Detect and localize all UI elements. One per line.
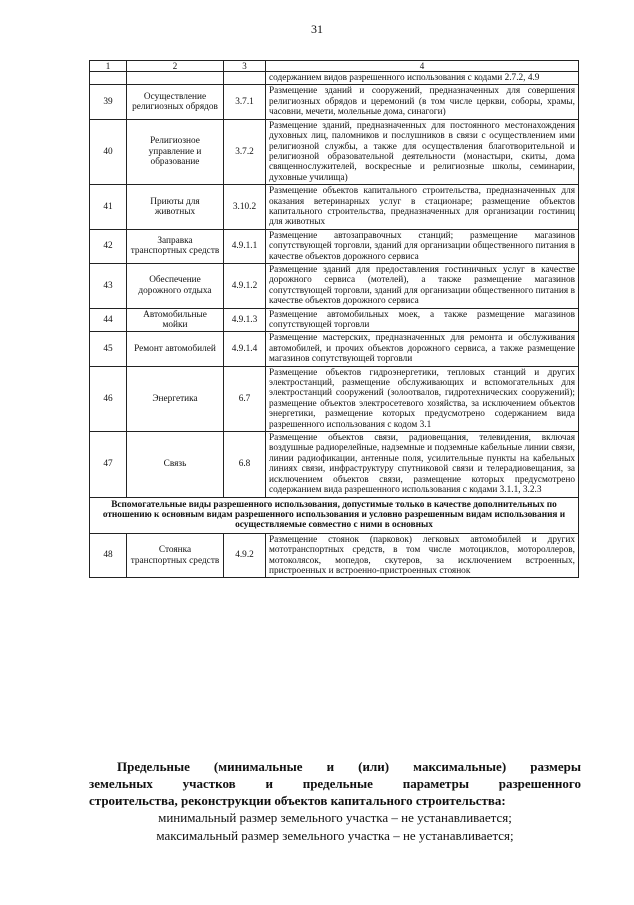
parameters-heading-line: земельных участков и предельные параметры разрешенного [89,776,581,792]
row-number: 42 [90,229,127,263]
row-number: 48 [90,533,127,578]
use-description: Размещение зданий, предназначенных для постоянного местонахождения духовных лиц, паломников и послушников в связи с осуществлением ими религиозной службы, а также для осуществления благотворительной и религиозной образовательной деятельности (монастыри, скиты, дома священнослужителей, воскресные и религиозные школы, семинарии, духовные училища) [266,119,579,184]
use-code: 4.9.1.3 [224,308,266,332]
header-cell: 1 [90,61,127,72]
table-row [90,308,579,332]
row-number: 46 [90,366,127,431]
use-description: Размещение зданий и сооружений, предназначенных для совершения религиозных обрядов и церемоний (в том числе церкви, соборы, храмы, часовни, мечети, молельные дома, синагоги) [266,85,579,119]
table-row [90,366,579,431]
use-name: Религиозное управление и образование [127,119,224,184]
table-row [90,85,579,119]
use-name: Заправка транспортных средств [127,229,224,263]
header-cell: 4 [266,61,579,72]
parameters-section [89,758,581,844]
use-name: Связь [127,432,224,497]
use-description: Размещение объектов капитального строительства, предназначенных для оказания ветеринарных услуг в стационаре; размещение объектов капитального строительства, предназначенных для организации гостиниц для животных [266,185,579,230]
row-number: 40 [90,119,127,184]
use-description: Размещение автомобильных моек, а также размещение магазинов сопутствующей торговли [266,308,579,332]
use-description: Размещение объектов связи, радиовещания, телевидения, включая воздушные радиорелейные, надземные и подземные кабельные линии связи, линии радиофикации, антенные поля, усилительные пункты на кабельных линиях связи, инфраструктуру спутниковой связи и телерадиовещания, за исключением объектов связи, размещение которых предусмотрено содержанием вида разрешенного использования с кодами 3.1.1, 3.2.3 [266,432,579,497]
table-row [90,263,579,308]
parameters-heading-line: Предельные (минимальные и (или) максимальные) размеры [117,759,581,774]
continuation-text: содержанием видов разрешенного использования с кодами 2.7.2, 4.9 [266,72,579,85]
use-name: Осуществление религиозных обрядов [127,85,224,119]
use-description: Размещение мастерских, предназначенных для ремонта и обслуживания автомобилей, и прочих объектов дорожного сервиса, а также размещение магазинов сопутствующей торговли [266,332,579,366]
table-row [90,119,579,184]
table-header-row [90,61,579,72]
use-description: Размещение автозаправочных станций; размещение магазинов сопутствующей торговли, зданий для организации общественного питания в качестве объектов дорожного сервиса [266,229,579,263]
row-number: 43 [90,263,127,308]
use-code: 3.10.2 [224,185,266,230]
use-name: Стоянка транспортных средств [127,533,224,578]
land-use-table [89,60,579,578]
section-title: Вспомогательные виды разрешенного использования, допустимые только в качестве дополнительных по отношению к основным видам разрешенного использования и условно разрешенным видам использования и осуществляемые совместно с ними в основных [90,497,579,533]
use-name: Энергетика [127,366,224,431]
use-code: 4.9.1.4 [224,332,266,366]
max-size-line: максимальный размер земельного участка – не устанавливается; [156,827,514,843]
use-name: Ремонт автомобилей [127,332,224,366]
use-description: Размещение стоянок (парковок) легковых автомобилей и других мототранспортных средств, в том числе мотоциклов, мотороллеров, мотоколясок, мопедов, скутеров, за исключением встроенных, пристроенных и встроенно-пристроенных стоянок [266,533,579,578]
use-code: 6.8 [224,432,266,497]
use-code: 4.9.1.1 [224,229,266,263]
use-name: Приюты для животных [127,185,224,230]
use-code: 6.7 [224,366,266,431]
table-row [90,185,579,230]
use-description: Размещение объектов гидроэнергетики, тепловых станций и других электростанций, размещение обслуживающих и вспомогательных для электростанций сооружений (золоотвалов, гидротехнических сооружений); размещение объектов электросетевого хозяйства, за исключением объектов энергетики, размещение которых предусмотрено содержанием вида разрешенного использования с кодом 3.1 [266,366,579,431]
use-code: 4.9.2 [224,533,266,578]
use-code: 3.7.1 [224,85,266,119]
section-row [90,497,579,533]
parameters-heading-line: строительства, реконструкции объектов капитального строительства: [89,793,506,809]
use-description: Размещение зданий для предоставления гостиничных услуг в качестве дорожного сервиса (мотелей), а также размещение магазинов сопутствующей торговли, зданий для организации общественного питания в качестве объектов дорожного сервиса [266,263,579,308]
table-row [90,432,579,497]
use-code: 4.9.1.2 [224,263,266,308]
header-cell: 2 [127,61,224,72]
row-number: 47 [90,432,127,497]
use-name: Обеспечение дорожного отдыха [127,263,224,308]
table-row [90,332,579,366]
table-row [90,72,579,85]
row-number: 39 [90,85,127,119]
use-name: Автомобильные мойки [127,308,224,332]
use-code: 3.7.2 [224,119,266,184]
row-number: 45 [90,332,127,366]
page-number: 31 [311,22,323,36]
table-row [90,533,579,578]
row-number: 44 [90,308,127,332]
min-size-line: минимальный размер земельного участка – не устанавливается; [158,810,512,826]
header-cell: 3 [224,61,266,72]
table-row [90,229,579,263]
row-number: 41 [90,185,127,230]
